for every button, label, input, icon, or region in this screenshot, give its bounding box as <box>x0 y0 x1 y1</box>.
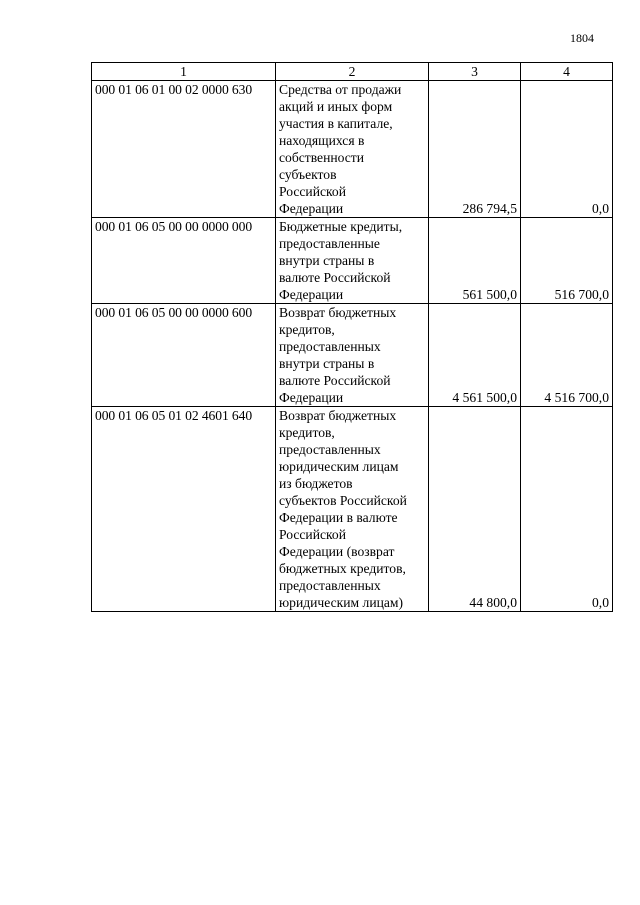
item-name-line: предоставленных <box>279 339 381 354</box>
item-name-line: внутри страны в <box>279 356 375 371</box>
item-name-line: Федерации в валюте <box>279 510 398 525</box>
item-name-line: Российской <box>279 184 346 199</box>
item-name-line: предоставленные <box>279 236 380 251</box>
item-name-line: субъектов <box>279 167 337 182</box>
header-row <box>92 63 613 81</box>
amount-col3-cell: 561 500,0 <box>429 218 521 304</box>
item-name-line: находящихся в <box>279 133 365 148</box>
header-cell-2: 2 <box>276 63 429 81</box>
budget-sources-table <box>91 62 613 612</box>
item-name-line: собственности <box>279 150 365 165</box>
item-name-line: предоставленных <box>279 578 381 593</box>
budget-code-cell: 000 01 06 05 00 00 0000 000 <box>92 218 276 304</box>
amount-col3-cell: 44 800,0 <box>429 407 521 612</box>
amount-col3-cell: 4 561 500,0 <box>429 304 521 407</box>
table-row <box>92 407 613 612</box>
item-name-line: юридическим лицам <box>279 459 399 474</box>
item-name-cell <box>276 218 429 304</box>
item-name-line: предоставленных <box>279 442 381 457</box>
budget-code-cell: 000 01 06 01 00 02 0000 630 <box>92 81 276 218</box>
item-name-line: юридическим лицам) <box>279 595 404 610</box>
item-name-line: участия в капитале, <box>279 116 393 131</box>
amount-col4-cell: 0,0 <box>521 407 613 612</box>
table-row <box>92 218 613 304</box>
item-name-line: валюте Российской <box>279 270 391 285</box>
amount-col3-cell: 286 794,5 <box>429 81 521 218</box>
item-name-line: Бюджетные кредиты, <box>279 219 403 234</box>
item-name-line: акций и иных форм <box>279 99 393 114</box>
item-name-line: внутри страны в <box>279 253 375 268</box>
item-name-line: Федерации <box>279 390 344 405</box>
header-cell-3: 3 <box>429 63 521 81</box>
budget-code-cell: 000 01 06 05 01 02 4601 640 <box>92 407 276 612</box>
item-name-line: кредитов, <box>279 425 335 440</box>
item-name-line: Федерации (возврат <box>279 544 395 559</box>
item-name-line: валюте Российской <box>279 373 391 388</box>
table-body <box>92 81 613 612</box>
item-name-line: Российской <box>279 527 346 542</box>
budget-code-cell: 000 01 06 05 00 00 0000 600 <box>92 304 276 407</box>
table-row <box>92 81 613 218</box>
item-name-line: Средства от продажи <box>279 82 402 97</box>
item-name-line: Федерации <box>279 287 344 302</box>
item-name-line: Возврат бюджетных <box>279 408 397 423</box>
item-name-line: Возврат бюджетных <box>279 305 397 320</box>
item-name-cell <box>276 407 429 612</box>
item-name-line: субъектов Российской <box>279 493 407 508</box>
header-cell-4: 4 <box>521 63 613 81</box>
item-name-line: Федерации <box>279 201 344 216</box>
item-name-cell <box>276 81 429 218</box>
amount-col4-cell: 0,0 <box>521 81 613 218</box>
amount-col4-cell: 4 516 700,0 <box>521 304 613 407</box>
item-name-cell <box>276 304 429 407</box>
amount-col4-cell: 516 700,0 <box>521 218 613 304</box>
page-number: 1804 <box>570 31 594 45</box>
item-name-line: кредитов, <box>279 322 335 337</box>
table-row <box>92 304 613 407</box>
header-cell-1: 1 <box>92 63 276 81</box>
item-name-line: из бюджетов <box>279 476 353 491</box>
item-name-line: бюджетных кредитов, <box>279 561 406 576</box>
